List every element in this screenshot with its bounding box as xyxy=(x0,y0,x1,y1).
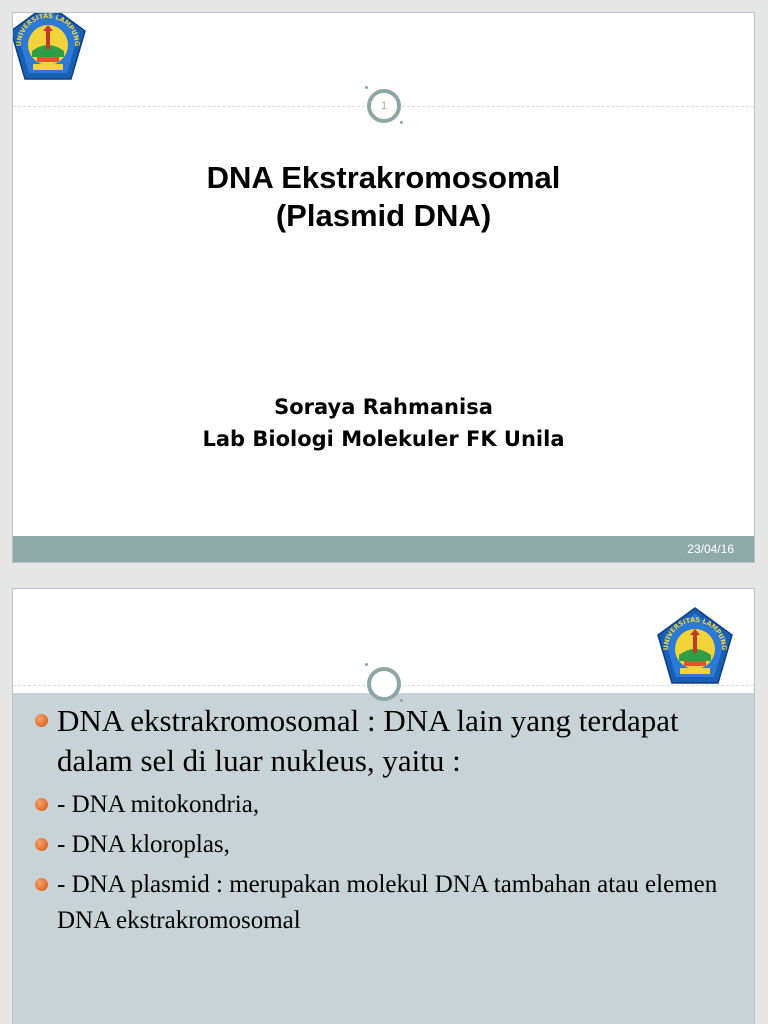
decor-dot xyxy=(400,699,403,702)
affiliation: Lab Biologi Molekuler FK Unila xyxy=(202,427,565,451)
logo-text: UNIVERSITAS LAMPUNG xyxy=(14,11,82,47)
decor-dot xyxy=(365,663,368,666)
bullet-item: - DNA kloroplas, xyxy=(35,827,740,863)
bullet-item: DNA ekstrakromosomal : DNA lain yang terdapat dalam sel di luar nukleus, yaitu : xyxy=(35,701,740,781)
slide-title xyxy=(13,159,754,235)
slide-1 xyxy=(12,12,755,563)
bullet-item: - DNA plasmid : merupakan molekul DNA tambahan atau elemen DNA ekstrakromosomal xyxy=(35,867,740,939)
footer-bar xyxy=(13,536,754,562)
bullet-list xyxy=(35,701,740,943)
slide-number: 1 xyxy=(367,89,401,123)
slide-subtitle xyxy=(13,391,754,455)
decor-dot xyxy=(400,121,403,124)
logo-text: UNIVERSITAS LAMPUNG xyxy=(661,615,729,651)
author-name: Soraya Rahmanisa xyxy=(274,395,493,419)
slide-2 xyxy=(12,588,755,1024)
decor-dot xyxy=(365,86,368,89)
university-logo xyxy=(12,12,89,83)
title-line-2: (Plasmid DNA) xyxy=(275,198,492,233)
bullet-item: - DNA mitokondria, xyxy=(35,787,740,823)
title-line-1: DNA Ekstrakromosomal xyxy=(206,160,561,195)
content-area xyxy=(13,693,754,1024)
university-logo xyxy=(654,605,736,687)
slide-date: 23/04/16 xyxy=(687,542,734,556)
slide-number-circle xyxy=(367,667,401,701)
